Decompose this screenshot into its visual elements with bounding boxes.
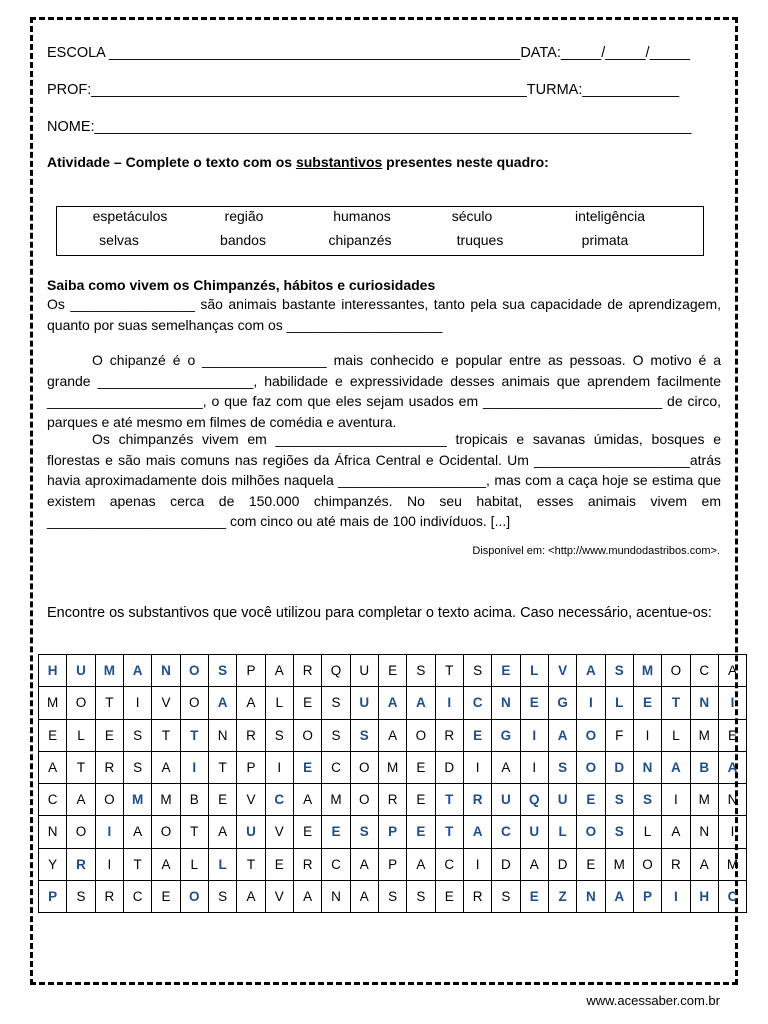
grid-cell[interactable]: O bbox=[407, 719, 435, 751]
grid-cell[interactable]: I bbox=[718, 816, 746, 848]
grid-cell[interactable]: S bbox=[123, 751, 151, 783]
teacher-class-line[interactable]: PROF:______________________________________________________TURMA:____________ bbox=[47, 82, 680, 98]
grid-cell[interactable]: A bbox=[690, 848, 718, 880]
grid-cell[interactable]: E bbox=[39, 719, 67, 751]
grid-cell[interactable]: A bbox=[407, 687, 435, 719]
grid-cell[interactable]: I bbox=[95, 816, 123, 848]
grid-cell[interactable]: R bbox=[95, 880, 123, 912]
grid-cell[interactable]: P bbox=[237, 751, 265, 783]
grid-cell[interactable]: H bbox=[690, 880, 718, 912]
grid-cell[interactable]: A bbox=[123, 816, 151, 848]
grid-cell[interactable]: L bbox=[265, 687, 293, 719]
grid-cell[interactable]: P bbox=[39, 880, 67, 912]
grid-cell[interactable]: M bbox=[718, 848, 746, 880]
grid-cell[interactable]: E bbox=[407, 816, 435, 848]
grid-cell[interactable]: R bbox=[293, 655, 321, 687]
grid-cell[interactable]: V bbox=[265, 816, 293, 848]
grid-cell[interactable]: N bbox=[152, 655, 180, 687]
grid-cell[interactable]: I bbox=[662, 784, 690, 816]
grid-cell[interactable]: E bbox=[322, 816, 350, 848]
grid-cell[interactable]: A bbox=[718, 655, 746, 687]
grid-cell[interactable]: N bbox=[690, 687, 718, 719]
grid-cell[interactable]: A bbox=[605, 880, 633, 912]
grid-cell[interactable]: E bbox=[633, 687, 661, 719]
paragraph-2: O chipanzé é o ________________ mais conhecido e popular entre as pessoas. O motivo é a grande ____________________, habilidade e expressividade desses animais que aprendem facilmente ____________________, o que faz com que eles sejam usados em _______________________ de circo, parques e até mesmo em filmes de comédia e aventura. bbox=[47, 352, 721, 430]
grid-cell[interactable]: V bbox=[265, 880, 293, 912]
grid-cell[interactable]: L bbox=[605, 687, 633, 719]
grid-cell[interactable]: O bbox=[350, 751, 378, 783]
grid-cell[interactable]: C bbox=[690, 655, 718, 687]
grid-cell[interactable]: L bbox=[520, 655, 548, 687]
grid-cell[interactable]: A bbox=[492, 751, 520, 783]
grid-cell[interactable]: E bbox=[520, 687, 548, 719]
grid-cell[interactable]: R bbox=[237, 719, 265, 751]
grid-cell[interactable]: S bbox=[548, 751, 576, 783]
grid-cell[interactable]: T bbox=[435, 816, 463, 848]
grid-cell[interactable]: O bbox=[152, 816, 180, 848]
grid-cell[interactable]: M bbox=[633, 655, 661, 687]
grid-cell[interactable]: E bbox=[463, 719, 491, 751]
grid-cell[interactable]: N bbox=[208, 719, 236, 751]
word-bank-item: truques bbox=[456, 232, 504, 248]
grid-cell[interactable]: C bbox=[322, 848, 350, 880]
grid-cell[interactable]: A bbox=[350, 848, 378, 880]
grid-cell[interactable]: A bbox=[350, 880, 378, 912]
grid-cell[interactable]: Q bbox=[520, 784, 548, 816]
grid-cell[interactable]: S bbox=[350, 816, 378, 848]
grid-cell[interactable]: S bbox=[492, 880, 520, 912]
grid-cell[interactable]: A bbox=[39, 751, 67, 783]
grid-cell[interactable]: N bbox=[577, 880, 605, 912]
grid-cell[interactable]: A bbox=[67, 784, 95, 816]
grid-cell[interactable]: I bbox=[520, 719, 548, 751]
grid-cell[interactable]: V bbox=[548, 655, 576, 687]
grid-cell[interactable]: Q bbox=[322, 655, 350, 687]
grid-cell[interactable]: S bbox=[407, 655, 435, 687]
grid-cell[interactable]: I bbox=[123, 687, 151, 719]
grid-cell[interactable]: U bbox=[237, 816, 265, 848]
grid-cell[interactable]: T bbox=[237, 848, 265, 880]
grid-cell[interactable]: A bbox=[293, 784, 321, 816]
grid-cell[interactable]: C bbox=[123, 880, 151, 912]
grid-cell[interactable]: O bbox=[293, 719, 321, 751]
source-citation: Disponível em: <http://www.mundodastribos.com>. bbox=[472, 545, 720, 557]
grid-row bbox=[39, 784, 747, 816]
grid-cell[interactable]: L bbox=[548, 816, 576, 848]
grid-cell[interactable]: D bbox=[605, 751, 633, 783]
footer-site: www.acessaber.com.br bbox=[586, 993, 720, 1008]
grid-cell[interactable]: T bbox=[208, 751, 236, 783]
grid-cell[interactable]: A bbox=[237, 880, 265, 912]
grid-cell[interactable]: O bbox=[180, 655, 208, 687]
search-instruction: Encontre os substantivos que você utilizou para completar o texto acima. Caso necessário, acentue-os: bbox=[47, 605, 712, 621]
grid-cell[interactable]: E bbox=[293, 751, 321, 783]
grid-cell[interactable]: I bbox=[435, 687, 463, 719]
word-bank-item: humanos bbox=[333, 208, 391, 224]
grid-cell[interactable]: R bbox=[463, 784, 491, 816]
word-bank-item: espetáculos bbox=[92, 208, 168, 224]
grid-cell[interactable]: U bbox=[492, 784, 520, 816]
grid-cell[interactable]: T bbox=[435, 655, 463, 687]
grid-cell[interactable]: S bbox=[378, 880, 406, 912]
grid-cell[interactable]: C bbox=[492, 816, 520, 848]
grid-cell[interactable]: O bbox=[633, 848, 661, 880]
grid-cell[interactable]: E bbox=[293, 816, 321, 848]
grid-cell[interactable]: I bbox=[662, 880, 690, 912]
word-bank-box bbox=[56, 206, 704, 256]
grid-row bbox=[39, 848, 747, 880]
grid-cell[interactable]: L bbox=[662, 719, 690, 751]
grid-cell[interactable]: E bbox=[208, 784, 236, 816]
grid-cell[interactable]: S bbox=[407, 880, 435, 912]
grid-cell[interactable]: A bbox=[208, 687, 236, 719]
grid-cell[interactable]: M bbox=[690, 784, 718, 816]
grid-cell[interactable]: U bbox=[350, 687, 378, 719]
grid-cell[interactable]: G bbox=[492, 719, 520, 751]
grid-cell[interactable]: N bbox=[39, 816, 67, 848]
word-bank-item: selvas bbox=[99, 232, 139, 248]
grid-cell[interactable]: D bbox=[548, 848, 576, 880]
word-bank-item: inteligência bbox=[574, 208, 646, 224]
grid-cell[interactable]: M bbox=[123, 784, 151, 816]
grid-cell[interactable]: T bbox=[152, 719, 180, 751]
grid-cell[interactable]: M bbox=[378, 751, 406, 783]
grid-cell[interactable]: R bbox=[463, 880, 491, 912]
grid-cell[interactable]: M bbox=[322, 784, 350, 816]
grid-cell[interactable]: D bbox=[435, 751, 463, 783]
word-search-grid bbox=[38, 654, 747, 913]
grid-cell[interactable]: S bbox=[123, 719, 151, 751]
grid-cell[interactable]: T bbox=[180, 816, 208, 848]
grid-cell[interactable]: U bbox=[350, 655, 378, 687]
grid-cell[interactable]: O bbox=[577, 816, 605, 848]
grid-cell[interactable]: P bbox=[378, 816, 406, 848]
grid-cell[interactable]: E bbox=[577, 784, 605, 816]
grid-cell[interactable]: M bbox=[690, 719, 718, 751]
school-date-line[interactable]: ESCOLA ___________________________________________________DATA:_____/_____/_____ bbox=[47, 45, 690, 61]
grid-cell[interactable]: A bbox=[662, 816, 690, 848]
grid-cell[interactable]: I bbox=[180, 751, 208, 783]
grid-cell[interactable]: N bbox=[718, 784, 746, 816]
grid-cell[interactable]: A bbox=[662, 751, 690, 783]
paragraph-1: Os ________________ são animais bastante interessantes, tanto pela sua capacidade de aprendizagem, quanto por suas semelhanças com os ____________________ bbox=[47, 296, 721, 333]
grid-cell[interactable]: E bbox=[492, 655, 520, 687]
grid-cell[interactable]: B bbox=[180, 784, 208, 816]
grid-cell[interactable]: I bbox=[520, 751, 548, 783]
word-bank-item: bandos bbox=[220, 232, 266, 248]
grid-cell[interactable]: L bbox=[180, 848, 208, 880]
grid-cell[interactable]: S bbox=[208, 655, 236, 687]
grid-cell[interactable]: E bbox=[520, 880, 548, 912]
grid-cell[interactable]: A bbox=[577, 655, 605, 687]
grid-cell[interactable]: H bbox=[39, 655, 67, 687]
grid-cell[interactable]: P bbox=[378, 848, 406, 880]
grid-cell[interactable]: I bbox=[633, 719, 661, 751]
grid-cell[interactable]: P bbox=[237, 655, 265, 687]
grid-cell[interactable]: M bbox=[152, 784, 180, 816]
grid-cell[interactable]: A bbox=[378, 719, 406, 751]
grid-cell[interactable]: L bbox=[633, 816, 661, 848]
grid-cell[interactable]: O bbox=[95, 784, 123, 816]
grid-cell[interactable]: T bbox=[123, 848, 151, 880]
grid-cell[interactable]: E bbox=[577, 848, 605, 880]
grid-cell[interactable]: R bbox=[662, 848, 690, 880]
grid-cell[interactable]: A bbox=[407, 848, 435, 880]
grid-cell[interactable]: M bbox=[95, 655, 123, 687]
grid-cell[interactable]: E bbox=[378, 655, 406, 687]
grid-cell[interactable]: A bbox=[152, 848, 180, 880]
activity-title: Atividade – Complete o texto com os substantivos presentes neste quadro: bbox=[47, 154, 549, 170]
grid-cell[interactable]: E bbox=[407, 784, 435, 816]
grid-cell[interactable]: I bbox=[265, 751, 293, 783]
grid-cell[interactable]: A bbox=[265, 655, 293, 687]
word-bank-item: chipanzés bbox=[328, 232, 392, 248]
grid-cell[interactable]: C bbox=[265, 784, 293, 816]
grid-cell[interactable]: R bbox=[95, 751, 123, 783]
grid-cell[interactable]: S bbox=[322, 719, 350, 751]
grid-cell[interactable]: R bbox=[435, 719, 463, 751]
grid-cell[interactable]: T bbox=[662, 687, 690, 719]
grid-cell[interactable]: E bbox=[718, 719, 746, 751]
grid-cell[interactable]: A bbox=[520, 848, 548, 880]
grid-cell[interactable]: S bbox=[67, 880, 95, 912]
grid-cell[interactable]: R bbox=[378, 784, 406, 816]
grid-cell[interactable]: D bbox=[492, 848, 520, 880]
grid-cell[interactable]: A bbox=[548, 719, 576, 751]
grid-cell[interactable]: N bbox=[492, 687, 520, 719]
grid-cell[interactable]: S bbox=[322, 687, 350, 719]
grid-cell[interactable]: A bbox=[237, 687, 265, 719]
grid-cell[interactable]: N bbox=[690, 816, 718, 848]
grid-cell[interactable]: E bbox=[407, 751, 435, 783]
grid-cell[interactable]: C bbox=[718, 880, 746, 912]
grid-cell[interactable]: B bbox=[690, 751, 718, 783]
paragraph-3: Os chimpanzés vivem em ______________________ tropicais e savanas úmidas, bosques e florestas e são mais comuns nas regiões da África Central e Ocidental. Um ____________________atrás havia aproximadamente dois milhões naquela ___________________, mas com a caça hoje se estima que existem apenas cerca de 150.000 chimpanzés. No seu habitat, esses animais vivem em _______________________ com cinco ou até mais de 100 indivíduos. [...] bbox=[47, 431, 721, 530]
grid-row bbox=[39, 816, 747, 848]
grid-cell[interactable]: S bbox=[605, 655, 633, 687]
grid-row bbox=[39, 719, 747, 751]
grid-cell[interactable]: E bbox=[265, 848, 293, 880]
grid-cell[interactable]: S bbox=[463, 655, 491, 687]
grid-cell[interactable]: A bbox=[718, 751, 746, 783]
grid-cell[interactable]: O bbox=[180, 880, 208, 912]
grid-cell[interactable]: A bbox=[463, 816, 491, 848]
grid-cell[interactable]: I bbox=[95, 848, 123, 880]
grid-cell[interactable]: T bbox=[67, 751, 95, 783]
grid-cell[interactable]: R bbox=[67, 848, 95, 880]
grid-cell[interactable]: S bbox=[208, 880, 236, 912]
grid-cell[interactable]: V bbox=[152, 687, 180, 719]
grid-cell[interactable]: T bbox=[435, 784, 463, 816]
grid-cell[interactable]: S bbox=[350, 719, 378, 751]
grid-cell[interactable]: Z bbox=[548, 880, 576, 912]
grid-cell[interactable]: N bbox=[633, 751, 661, 783]
grid-cell[interactable]: U bbox=[67, 655, 95, 687]
grid-cell[interactable]: C bbox=[435, 848, 463, 880]
grid-cell[interactable]: G bbox=[548, 687, 576, 719]
name-line[interactable]: NOME:__________________________________________________________________________ bbox=[47, 119, 692, 135]
grid-cell[interactable]: C bbox=[463, 687, 491, 719]
grid-cell[interactable]: E bbox=[435, 880, 463, 912]
grid-cell[interactable]: E bbox=[95, 719, 123, 751]
grid-cell[interactable]: A bbox=[378, 687, 406, 719]
grid-cell[interactable]: O bbox=[577, 719, 605, 751]
grid-cell[interactable]: O bbox=[180, 687, 208, 719]
grid-cell[interactable]: S bbox=[265, 719, 293, 751]
word-bank-item: região bbox=[224, 208, 264, 224]
grid-row bbox=[39, 655, 747, 687]
grid-cell[interactable]: R bbox=[293, 848, 321, 880]
grid-cell[interactable]: A bbox=[152, 751, 180, 783]
grid-cell[interactable]: O bbox=[577, 751, 605, 783]
grid-cell[interactable]: M bbox=[605, 848, 633, 880]
grid-cell[interactable]: Y bbox=[39, 848, 67, 880]
grid-cell[interactable]: N bbox=[322, 880, 350, 912]
text-subtitle: Saiba como vivem os Chimpanzés, hábitos e curiosidades bbox=[47, 277, 436, 293]
grid-cell[interactable]: F bbox=[605, 719, 633, 751]
grid-cell[interactable]: U bbox=[548, 784, 576, 816]
grid-row bbox=[39, 687, 747, 719]
grid-cell[interactable]: O bbox=[67, 816, 95, 848]
grid-cell[interactable]: O bbox=[662, 655, 690, 687]
grid-cell[interactable]: C bbox=[39, 784, 67, 816]
grid-cell[interactable]: C bbox=[322, 751, 350, 783]
grid-cell[interactable]: U bbox=[520, 816, 548, 848]
grid-cell[interactable]: M bbox=[39, 687, 67, 719]
grid-cell[interactable]: L bbox=[67, 719, 95, 751]
grid-cell[interactable]: I bbox=[463, 848, 491, 880]
word-bank-item: primata bbox=[581, 232, 629, 248]
grid-cell[interactable]: S bbox=[605, 784, 633, 816]
grid-cell[interactable]: T bbox=[95, 687, 123, 719]
grid-cell[interactable]: S bbox=[633, 784, 661, 816]
grid-cell[interactable]: A bbox=[123, 655, 151, 687]
grid-cell[interactable]: S bbox=[605, 816, 633, 848]
grid-cell[interactable]: E bbox=[152, 880, 180, 912]
grid-cell[interactable]: V bbox=[237, 784, 265, 816]
grid-cell[interactable]: P bbox=[633, 880, 661, 912]
grid-cell[interactable]: E bbox=[293, 687, 321, 719]
grid-cell[interactable]: I bbox=[718, 687, 746, 719]
grid-row bbox=[39, 880, 747, 912]
grid-cell[interactable]: O bbox=[350, 784, 378, 816]
grid-cell[interactable]: A bbox=[208, 816, 236, 848]
grid-cell[interactable]: I bbox=[463, 751, 491, 783]
grid-cell[interactable]: L bbox=[208, 848, 236, 880]
grid-cell[interactable]: A bbox=[293, 880, 321, 912]
word-bank-item: século bbox=[451, 208, 493, 224]
grid-cell[interactable]: I bbox=[577, 687, 605, 719]
grid-cell[interactable]: O bbox=[67, 687, 95, 719]
grid-cell[interactable]: T bbox=[180, 719, 208, 751]
grid-row bbox=[39, 751, 747, 783]
